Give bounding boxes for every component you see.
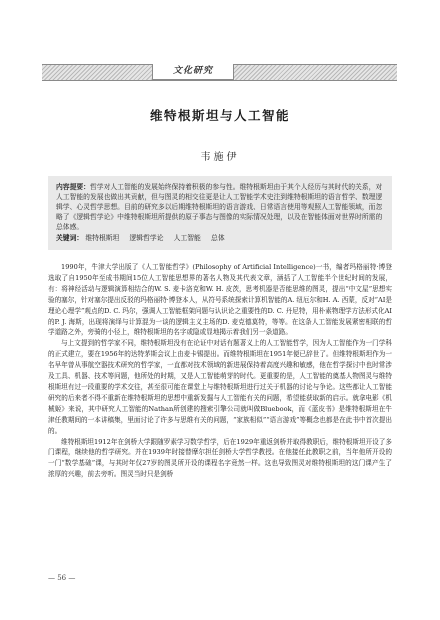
abstract-label: 内容提要： bbox=[56, 183, 90, 191]
section-label: 文化研究 bbox=[152, 64, 234, 80]
article-body bbox=[48, 262, 392, 480]
abstract-body: 哲学对人工智能的发展始终保持着积极的参与性。维特根斯坦由于其个人经历与其时代的关系，对人工智能的发展也做出其贡献，但与图灵的相交往更是让人工智能学术史注到维特根斯坦的语言哲学、数理逻辑学、心灵哲学思想。目前的研究多以后期维特根斯坦的语言游戏、日常语言使用等观照人工智能领域，而忽略了《逻辑哲学论》中维特根斯坦所提供的原子事态与图像的实际情况处理，以及在智能体面对世界时所需的总体感。 bbox=[56, 183, 383, 231]
keyword: 人工智能 bbox=[173, 234, 201, 242]
article-title: 维特根斯坦与人工智能 bbox=[149, 108, 290, 123]
body-paragraph: 与上文提到的哲学家不同，维特根斯坦没有在论证中对话有题著义上的人工智能哲学，因为人工智能作为一门学科的正式建立，要在1956年的达特茅斯会议上由麦卡锡提出。而维特根斯坦在1951年便已辞世了。但维特根斯坦作为一名早年曾从事航空器技术研究的哲学家，一直都对技术领域的新进展保持着高度兴趣和敏感，他在哲学探讨中也时常涉及工具、机器、技术等问题，他所处的时期，又是人工智能萌芽的时代。更重要的是，人工智能的奠基人物图灵与维特根斯坦有过一段重要的学术交往，甚至很可能在课堂上与维特根斯坦进行过关于机器的讨论与争论。这些都让人工智能研究的后来者不得不重新在维特根斯坦的思想中重新发掘与人工智能有关的问题，希望能获取新的启示。就拿电影《机械姬》来说，其中研究人工智能的Nathan所创建的搜索引擎公司就叫做Bluebook，而《蓝皮书》是维特根斯坦在牛津任教期间的一本讲稿集，里面讨论了许多与思维有关的问题，“家族相似”“语言游戏”等概念也都是在此书中首次提出的。 bbox=[48, 339, 392, 435]
keyword: 总体 bbox=[211, 234, 225, 242]
keyword: 逻辑哲学论 bbox=[129, 234, 164, 242]
page-number: — 56 — bbox=[48, 574, 76, 582]
abstract-box bbox=[48, 176, 392, 250]
section-banner bbox=[42, 64, 397, 81]
keywords-line bbox=[56, 233, 386, 243]
abstract-text bbox=[56, 182, 386, 232]
body-paragraph: 维特根斯坦1912年在剑桥大学跟随罗素学习数学哲学，后在1929年重返剑桥并取得教职后，维特根斯坦开设了多门课程，继续他的哲学研究。并在1939年时接替摩尔担任剑桥大学哲学教授。在他接任此教职之前，当年他所开设的一门“数学基础”课，与其时年仅27岁的图灵所开设的课程名字竟然一样。这也导致图灵对维特根斯坦的这门课产生了浓厚的兴趣，前去旁听。图灵当时只是剑桥 bbox=[48, 437, 392, 479]
keywords-label: 关键词： bbox=[56, 234, 84, 242]
article-author: 韦施伊 bbox=[200, 152, 240, 163]
body-paragraph: 1990年，牛津大学出版了《人工智能哲学》(Philosophy of Artificial Intelligence)一书，编者玛格丽特·博登选取了自1950年至成书期间15位人工智能思想界的著名人物及其代表文章，涵括了人工智能半个世纪时间的发展，有：将神经活动与逻辑演算相结合的W. S. 麦卡洛克和W. H. 皮茨，思考机器是否能思维的图灵，提出“中文屋”思想实验的塞尔，针对塞尔提出反驳的玛格丽特·博登本人，从符号系统探索计算机智能的A. 纽厄尔和H. A. 西蒙，反对“AI是理论心理学”观点的D. C. 玛尔，强调人工智能框架问题与认识论之重要性的D. C. 丹尼特，用朴素物理学方法形式化AI的P. J. 海斯，出现将演绎与计算混为一谈的逻辑主义主场的D. 麦克德莫特，等等。在这条人工智能发展紧密相联的哲学道路之外，旁骑的小径上，维特根斯坦的名字或隐或显地揭示着我们另一条道路。 bbox=[48, 263, 392, 337]
keyword: 维特根斯坦 bbox=[85, 234, 120, 242]
